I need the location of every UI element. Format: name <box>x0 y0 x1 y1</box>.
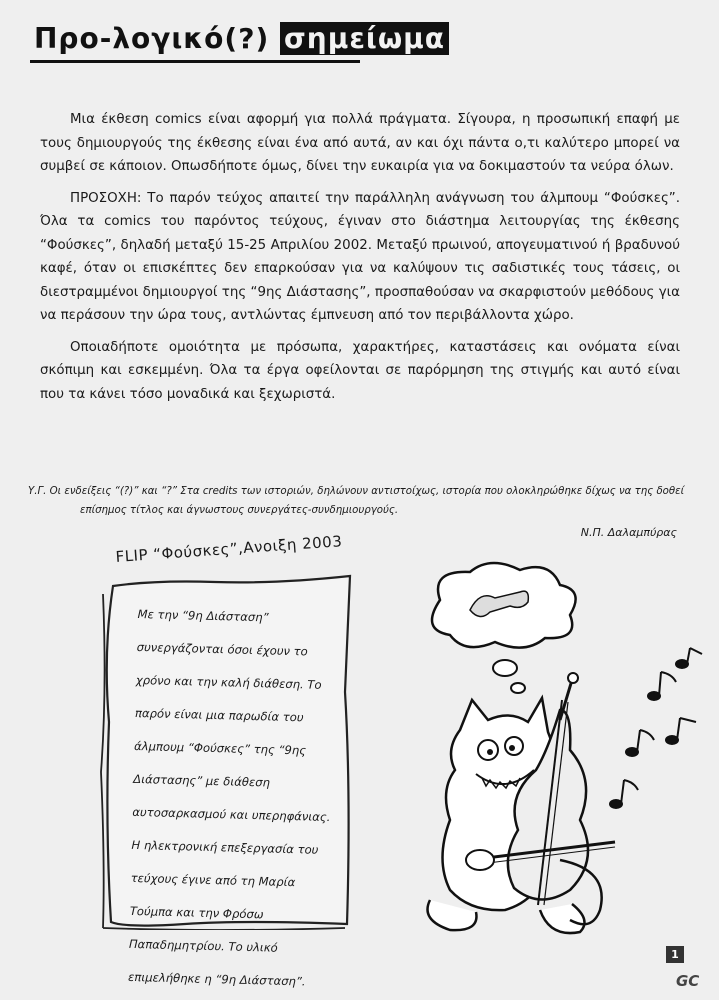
intro-paragraph: Μια έκθεση comics είναι αφορμή για πολλά πράγματα. Σίγουρα, η προσωπική επαφή με τους δημιουργούς της έκθεσης είναι ένα από αυτά, αν και όχι πάντα ο,τι καλύτερο μπορεί να συμβεί σε κάποιον. Οπωσδήποτε όμως, δίνει την ευκαιρία για να δοκιμαστούν τα νεύρα όλων. <box>40 112 680 174</box>
title-part2: σημείωμα <box>280 22 449 55</box>
page-title-text <box>34 22 449 55</box>
page-number: 1 <box>666 946 684 963</box>
intro-paragraph: ΠΡΟΣΟΧΗ: Το παρόν τεύχος απαιτεί την παράλληλη ανάγνωση του άλμπουμ “Φούσκες”. Όλα τα comics του παρόντος τεύχους, έγιναν στο διάστημα λειτουργίας της έκθεσης “Φούσκες”, δηλαδή μεταξύ 15-25 Απριλίου 2002. Μεταξύ πρωινού, απογευματινού ή βραδυνού καφέ, όταν οι επισκέπτες δεν επαρκούσαν για να καλύψουν τις σαδιστικές τους τάσεις, οι διεστραμμένοι δημιουργοί της “9ης Διάστασης”, προσπαθούσαν να σκαρφιστούν μεθόδους για να περάσουν την ώρα τους, αντλώντας έμπνευση από τον περιβάλλοντα χώρο. <box>40 190 680 323</box>
cat-playing-cello-icon <box>410 560 710 955</box>
title-underline <box>30 60 360 63</box>
title-part1: Προ-λογικό(?) <box>34 22 270 55</box>
intro-text <box>40 108 680 406</box>
flip-box-text: Με την “9η Διάσταση” συνεργάζονται όσοι έχουν το χρόνο και την καλή διάθεση. Το παρόν είναι μια παρωδία του άλμπουμ “Φούσκες” της “9ης Διάστασης” με διάθεση αυτοσαρκασμού και υπερηφάνιας. Η ηλεκτρονική επεξεργασία του τεύχους έγινε από τη Μαρία Τούμπα και την Φρόσω Παπαδημητρίου. Το υλικό επιμελήθηκε η “9η Διάσταση”. <box>127 606 331 989</box>
signature: Ν.Π. Δαλαμπύρας <box>580 526 677 539</box>
flip-box-heading: FLIP “Φούσκες”,Ανοιξη 2003 <box>115 532 343 566</box>
intro-paragraph: Οποιαδήποτε ομοιότητα με πρόσωπα, χαρακτήρες, καταστάσεις και ονόματα είναι σκόπιμη και εσκεμμένη. Όλα τα έργα οφείλονται σε παρόρμηση της στιγμής και αυτό είναι που τα κάνει τόσο μοναδικά και ξεχωριστά. <box>40 339 680 402</box>
footnote-line: επίσημος τίτλος και άγνωστους συνεργάτες-συνδημιουργούς. <box>80 505 399 516</box>
watermark: GC <box>676 972 700 990</box>
footnote-line: Υ.Γ. Οι ενδείξεις “(?)” και “?” Στα credits των ιστοριών, δηλώνουν αντιστοίχως, ιστορία που ολοκληρώθηκε δίχως να της δοθεί <box>28 486 685 497</box>
footnote <box>28 482 683 520</box>
